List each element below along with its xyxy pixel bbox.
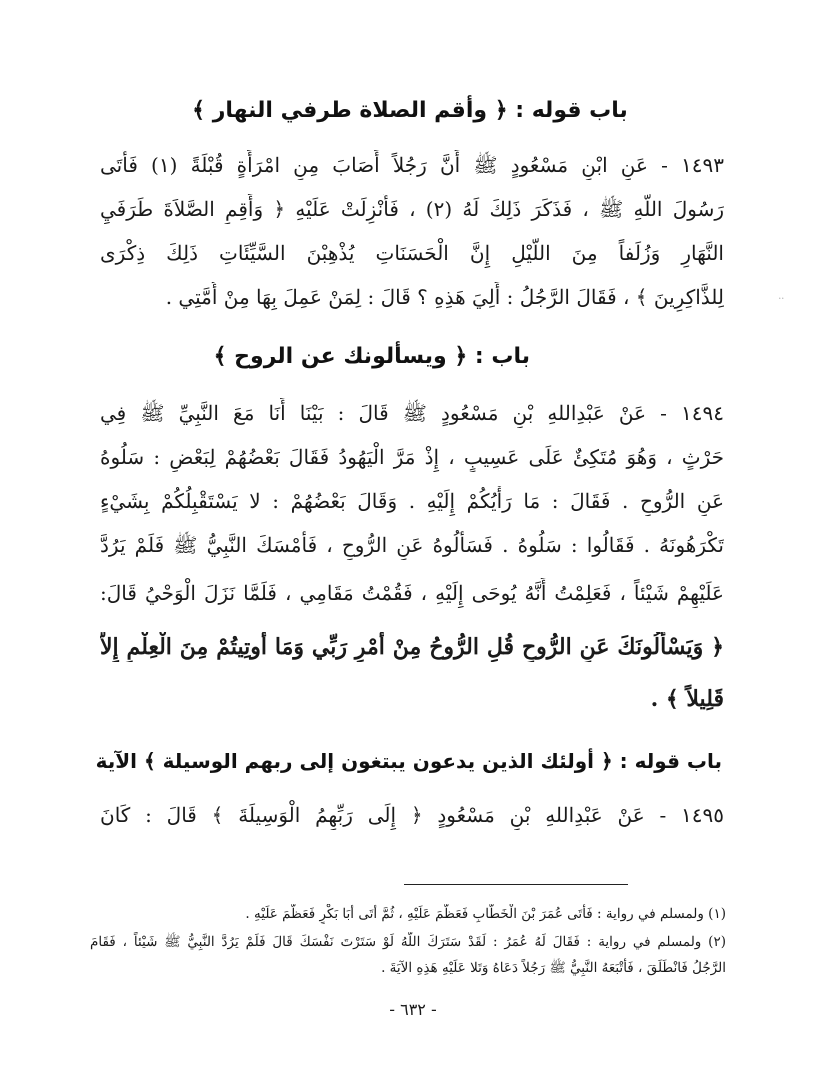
- chapter-heading-3: باب قوله : ﴿ أولئك الذين يدعون يبتغون إلى ربهم الوسيلة ﴾ الآية: [95, 749, 722, 773]
- hadith-1495-line-1: ١٤٩٥ - عَنْ عَبْدِاللهِ بْنِ مَسْعُودٍ ﴿ إِلَى رَبِّهِمُ الْوَسِيلَةَ ﴾ قَالَ : كَانَ: [100, 803, 724, 827]
- hadith-1493-line-4: لِلذَّاكِرِينَ ﴾ ، فَقَالَ الرَّجُلُ : أَلِيَ هَذِهِ ؟ قَالَ : لِمَنْ عَمِلَ بِهَا مِنْ أُمَّتِي .: [165, 285, 724, 309]
- hadith-1494-line-4: تَكْرَهُونَهُ . فَقَالُوا : سَلُوهُ . فَسَأَلُوهُ عَنِ الرُّوحِ ، فَأَمْسَكَ النَّبِيُّ ﷺ فَلَمْ يَرُدَّ: [100, 533, 724, 557]
- hadith-1494-line-3: عَنِ الرُّوحِ . فَقَالَ : مَا رَأْيُكُمْ إِلَيْهِ . وَقَالَ بَعْضُهُمْ : لا يَسْتَقْبِلُكُمْ بِشَيْءٍ: [100, 489, 724, 513]
- chapter-heading-2: باب : ﴿ ويسألونك عن الروح ﴾: [213, 344, 530, 369]
- hadith-1494-verse-end: قَلِيلاً ﴾ .: [650, 686, 724, 712]
- footnote-1: (١) ولمسلم في رواية : فَأَتَى عُمَرَ بْنَ الْخَطَّابِ فَعَظَّمَ عَلَيْهِ ، ثُمَّ أَتَى أَبَا بَكْرٍ فَعَظَّمَ عَلَيْهِ .: [245, 906, 726, 922]
- margin-mark: · ·: [778, 292, 783, 305]
- hadith-1493-line-2: رَسُولَ اللَّهِ ﷺ ، فَذَكَرَ ذَلِكَ لَهُ (٢) ، فَأُنْزِلَتْ عَلَيْهِ ﴿ وَأَقِمِ الصَّلاَةَ طَرَفَيِ: [100, 197, 724, 221]
- hadith-1494-line-2: حَرْثٍ ، وَهُوَ مُتَكِئٌ عَلَى عَسِيبٍ ، إِذْ مَرَّ الْيَهُودُ فَقَالَ بَعْضُهُمْ لِبَعْضٍ : سَلُوهُ: [100, 445, 724, 469]
- hadith-1494-line-5: عَلَيْهِمْ شَيْئاً ، فَعَلِمْتُ أَنَّهُ يُوحَى إِلَيْهِ ، فَقُمْتُ مَقَامِي ، فَلَمَّا نَزَلَ الْوَحْيُ قَالَ:: [100, 581, 724, 605]
- footnote-divider: [404, 884, 628, 885]
- hadith-1494-verse-line: ﴿ وَيَسْأَلُونَكَ عَنِ الرُّوحِ قُلِ الرُّوحُ مِنْ أَمْرِ رَبِّي وَمَا أُوتِيتُمْ مِنَ الْعِلْمِ إِلاَّ: [100, 634, 724, 660]
- hadith-1493-line-3: النَّهَارِ وَزُلَفاً مِنَ اللَّيْلِ إِنَّ الْحَسَنَاتِ يُذْهِبْنَ السَّيِّئَاتِ ذَلِكَ ذِكْرَى: [100, 241, 724, 265]
- page-number: - ٦٣٢ -: [389, 1000, 437, 1019]
- hadith-1493-line-1: ١٤٩٣ - عَنِ ابْنِ مَسْعُودٍ ﷺ أَنَّ رَجُلاً أَصَابَ مِنِ امْرَأَةٍ قُبْلَةً (١) فَأَتَى: [100, 153, 724, 177]
- footnote-2-line-2: الرَّجُلُ فَانْطَلَقَ ، فَأَتْبَعَهُ النَّبِيُّ ﷺ رَجُلاً دَعَاهُ وَتَلا عَلَيْهِ هَذِهِ الآيَةَ .: [381, 960, 726, 976]
- footnote-2-line-1: (٢) ولمسلم في رواية : فَقَالَ لَهُ عُمَرُ : لَقَدْ سَتَرَكَ اللَّهُ لَوْ سَتَرْتَ نَفْسَكَ قَالَ فَلَمْ يَرُدَّ النَّبِيُّ ﷺ شَيْئاً ، فَقَامَ: [90, 934, 726, 950]
- hadith-1494-line-1: ١٤٩٤ - عَنْ عَبْدِاللهِ بْنِ مَسْعُودٍ ﷺ قَالَ : بَيْنَا أَنَا مَعَ النَّبِيِّ ﷺ فِي: [100, 401, 724, 425]
- chapter-heading-1: باب قوله : ﴿ وأقم الصلاة طرفي النهار ﴾: [192, 98, 628, 123]
